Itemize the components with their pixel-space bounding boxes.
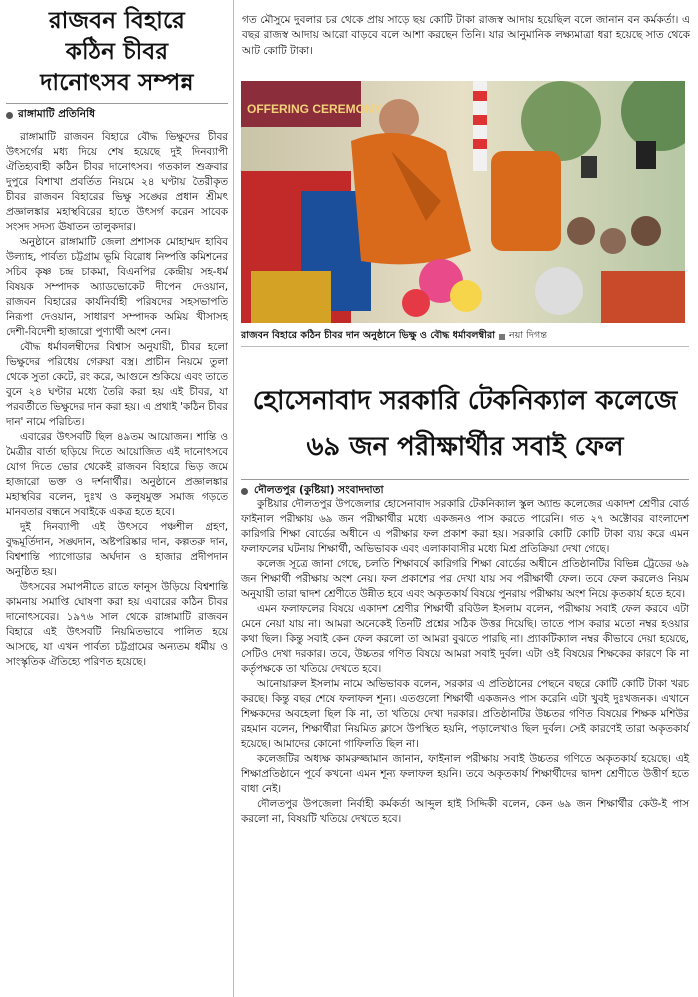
left-paragraph: দুই দিনব্যাপী এই উৎসবে পঞ্চশীল গ্রহণ, বুদ্ধমূর্তিদান, সঙ্ঘদান, অষ্টপরিষ্কার দান, কল্পতরু দান, বিশ্বশান্তি প্যাগোডার অর্ঘদান ও হাজার প্রদীপদান অনুষ্ঠিত হয়। bbox=[6, 521, 228, 578]
bullet-icon bbox=[6, 112, 13, 119]
left-headline-line: দানোৎসব সম্পন্ন bbox=[40, 70, 194, 96]
news-photo bbox=[241, 81, 685, 323]
photo-caption bbox=[241, 329, 689, 344]
left-byline-text: রাঙ্গামাটি প্রতিনিধি bbox=[18, 108, 95, 120]
banner-text: OFFERING CEREMONY bbox=[247, 102, 382, 116]
right-paragraph: এমন ফলাফলের বিষয়ে একাদশ শ্রেণীর শিক্ষার্থী রবিউল ইসলাম বলেন, পরীক্ষায় সবাই ফেল করবে এটা মেনে নেয়া যায় না। আমরা অনেকেই তিনটি প্রশ্নের সঠিক উত্তর দিয়েছি। তাতে পাস করার মতো নম্বর হওয়ার কথা ছিল। কিন্তু সবাই কেন ফেল করলো তা আমরা বুঝতে পারছি না। প্র্যাকটিক্যাল নম্বর কীভাবে দেয়া হয়েছে, সেটিও দেখা দরকার। তবে, উচ্চতর গণিত বিষয়ে আমরা সবাই দুর্বল। এটা ওই বিষয়ের শিক্ষকের কারণে কি না কর্তৃপক্ষকে তা খতিয়ে দেখতে হবে। bbox=[241, 603, 689, 675]
right-byline-text: দৌলতপুর (কুষ্টিয়া) সংবাদদাতা bbox=[254, 484, 384, 496]
continued-text: গত মৌসুমে দুবলার চর থেকে প্রায় সাড়ে ছয় কোটি টাকা রাজস্ব আদায় হয়েছিল বলে জানান বন কর্মকর্তা। এ বছর রাজস্ব আদায় আরো বাড়বে বলে আশা করছেন তিনি। যার আনুমানিক লক্ষ্যমাত্রা ধরা হয়েছে সাত থেকে আট কোটি টাকা। bbox=[242, 13, 690, 57]
left-byline bbox=[6, 103, 228, 127]
column-divider bbox=[233, 0, 234, 997]
right-headline bbox=[241, 378, 689, 470]
photo-credit: নয়া দিগন্ত bbox=[509, 330, 547, 341]
right-paragraph: কুষ্টিয়ার দৌলতপুর উপজেলার হোসেনাবাদ সরকারি টেকনিক্যাল স্কুল অ্যান্ড কলেজের একাদশ শ্রেণীর বোর্ড ফাইনাল পরীক্ষায় ৬৯ জন পরীক্ষার্থীর মধ্যে একজনও পাস করতে পারেনি। গত ২৭ অক্টোবর বাংলাদেশ কারিগরি শিক্ষা বোর্ডের অধীনে এ পরীক্ষার ফল প্রকাশ করা হয়। সরকারি কোটি কোটি টাকা ব্যয় করে এমন ফলাফলের ঘটনায় শিক্ষার্থী, অভিভাবক এবং এলাকাবাসীর মধ্যে মিশ্র প্রতিক্রিয়া দেখা গেছে। bbox=[241, 498, 689, 555]
section-divider bbox=[241, 346, 689, 347]
right-article-body bbox=[241, 497, 689, 827]
left-paragraph: এবারের উৎসবটি ছিল ৪৯তম আয়োজন। শান্তি ও মৈত্রীর বার্তা ছড়িয়ে দিতে আয়োজিত এই দানোৎসবে যোগ দিতে ভোর থেকেই রাজবন বিহারে ভিড় জমে হাজারো ভক্ত ও দর্শনার্থীর। অনুষ্ঠানে প্রজ্ঞালঙ্কার মহাস্থবির বলেন, দুঃখ ও কলুষমুক্ত সমাজ গড়তে মানবতার বন্ধনে সবাইকে একত্র হতে হবে। bbox=[6, 431, 228, 518]
left-paragraph: বৌদ্ধ ধর্মাবলম্বীদের বিশ্বাস অনুযায়ী, চীবর হলো ভিক্ষুদের পরিধেয় গেরুয়া বস্ত্র। প্রাচীন নিয়মে তুলা থেকে সুতা কেটে, রং করে, আগুনে শুকিয়ে এবং তাতে বুনে ২৪ ঘণ্টার মধ্যে তৈরি করা হয় এই চীবর, যা পরবর্তীতে ভিক্ষুদের দান করা হয়। এ প্রথাই 'কঠিন চীবর দান' নামে পরিচিত। bbox=[6, 341, 228, 428]
caption-text: রাজবন বিহারে কঠিন চীবর দান অনুষ্ঠানে ভিক্ষু ও বৌদ্ধ ধর্মাবলম্বীরা bbox=[241, 330, 496, 341]
left-paragraph: উৎসবের সমাপনীতে রাতে ফানুস উড়িয়ে বিশ্বশান্তি কামনায় সমাপ্তি ঘোষণা করা হয় এবারের কঠিন চীবর দানোৎসবের। ১৯৭৬ সাল থেকে রাঙ্গামাটি রাজবন বিহারে এই উৎসবটি নিয়মিতভাবে পালিত হয়ে আসছে, যা এখন পার্বত্য চট্টগ্রামের অন্যতম ধর্মীয় ও সাংস্কৃতিক ঐতিহ্যে পরিণত হয়েছে। bbox=[6, 581, 228, 668]
right-paragraph: আনোয়ারুল ইসলাম নামে অভিভাবক বলেন, সরকার এ প্রতিষ্ঠানের পেছনে বছরে কোটি কোটি টাকা খরচ করছে। কিন্তু বছর শেষে ফলাফল শূন্য। এতগুলো শিক্ষার্থী একজনও পাস করেনি এটা খুবই দুঃখজনক। এখানে শিক্ষকদের অবহেলা ছিল কি না, তা খতিয়ে দেখা দরকার। প্রতিষ্ঠানটির উচ্চতর গণিত বিষয়ের শিক্ষক মশিউর রহমান বলেন, শিক্ষার্থীরা নিয়মিত ক্লাসে উপস্থিত হয়নি, পড়ালেখাও ছিল দুর্বল। সেই কারণেই তারা অকৃতকার্য হয়েছে। আমাদের কোনো গাফিলতি ছিল না। bbox=[241, 678, 689, 750]
left-headline-line: রাজবন বিহারে bbox=[48, 8, 186, 34]
left-article bbox=[6, 6, 228, 991]
right-paragraph: দৌলতপুর উপজেলা নির্বাহী কর্মকর্তা আব্দুল হাই সিদ্দিকী বলেন, কেন ৬৯ জন শিক্ষার্থীর কেউ-ই পাস করলো না, বিষয়টি খতিয়ে দেখতে হবে। bbox=[241, 798, 689, 825]
left-paragraph: রাঙ্গামাটি রাজবন বিহারে বৌদ্ধ ভিক্ষুদের চীবর উৎসর্গের মধ্য দিয়ে শেষ হয়েছে দুই দিনব্যাপী ঐতিহ্যবাহী কঠিন চীবর দানোৎসব। গতকাল শুক্রবার দুপুরে বিশাখা প্রবর্তিত নিয়মে ২৪ ঘণ্টায় তৈরীকৃত চীবর রাজবন বিহারের ভিক্ষু সঙ্ঘের প্রধান শ্রীমৎ প্রজ্ঞালঙ্কার মহাস্থবিরের হাতে উৎসর্গ করেন সাবেক সংসদ সদস্য ঊষাতন তালুকদার। bbox=[6, 131, 228, 233]
right-headline-line: হোসেনাবাদ সরকারি টেকনিক্যাল কলেজে bbox=[252, 385, 678, 416]
bullet-icon bbox=[241, 488, 248, 495]
right-paragraph: কলেজ সূত্রে জানা গেছে, চলতি শিক্ষাবর্ষে কারিগরি শিক্ষা বোর্ডের অধীনে প্রতিষ্ঠানটির বিভিন্ন ট্রেডের ৬৯ জন শিক্ষার্থী পরীক্ষায় অংশ নেয়। ফল প্রকাশের পর দেখা যায় সব পরীক্ষার্থী ফেল। তবে ফেল করলেও নিয়ম অনুযায়ী তারা দ্বাদশ শ্রেণীতে উন্নীত হবে এবং অকৃতকার্য বিষয়ে পুনরায় পরীক্ষায় অংশ নিয়ে কৃতকার্য হতে হবে। bbox=[241, 558, 689, 600]
left-headline-line: কঠিন চীবর bbox=[65, 39, 169, 65]
right-headline-line: ৬৯ জন পরীক্ষার্থীর সবাই ফেল bbox=[306, 431, 624, 462]
square-icon bbox=[499, 334, 505, 340]
right-paragraph: কলেজটির অধ্যক্ষ কামরুজ্জামান জানান, ফাইনাল পরীক্ষায় সবাই উচ্চতর গণিতে অকৃতকার্য হয়েছে। এই শিক্ষাপ্রতিষ্ঠানে পূর্বে কখনো এমন শূন্য ফলাফল হয়নি। তবে অকৃতকার্য শিক্ষার্থীদের দ্বাদশ শ্রেণীতে উত্তীর্ণ হতে বাধা নেই। bbox=[241, 753, 689, 795]
left-headline bbox=[6, 6, 228, 99]
left-paragraph: অনুষ্ঠানে রাঙ্গামাটি জেলা প্রশাসক মোহাম্মদ হাবিব উল্যাহ, পার্বত্য চট্টগ্রাম ভূমি বিরোধ নিষ্পত্তি কমিশনের সচিব কৃষ্ণ চন্দ্র চাকমা, বিএনপির কেন্দ্রীয় সহ-ধর্ম বিষয়ক সম্পাদক অ্যাডভোকেট দীপেন দেওয়ান, রাজবন বিহারের কার্যনির্বাহী পরিষদের সহসভাপতি নিরূপা দেওয়ান, সাধারণ সম্পাদক অমিয় খীসাসহ দেশী-বিদেশী হাজারো পুণ্যার্থী অংশ নেন। bbox=[6, 236, 228, 338]
